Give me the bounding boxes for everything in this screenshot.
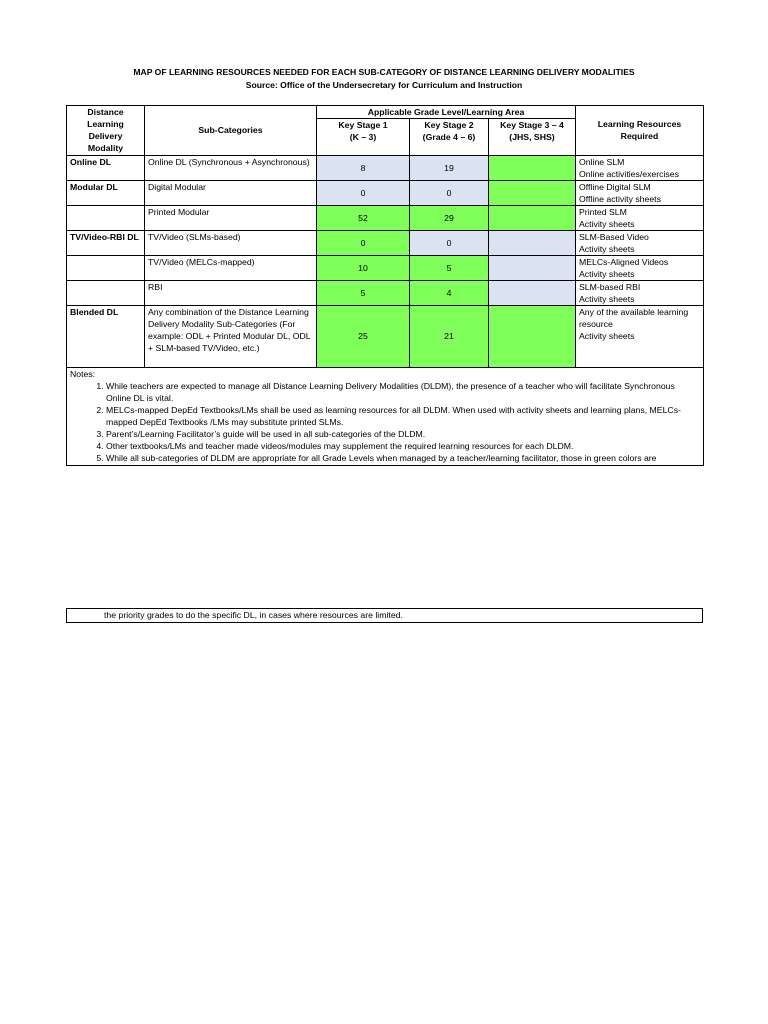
modality-cell: Online DL [67,155,145,180]
modality-cell [67,255,145,280]
modality-cell: Blended DL [67,305,145,367]
subcategory-cell: TV/Video (MELCs-mapped) [145,255,317,280]
resource-line: Any of the available learning resource [579,306,689,329]
header-modality: Distance Learning Delivery Modality [67,106,145,156]
table-row [67,305,704,367]
resource-line: Activity sheets [579,293,635,304]
table-row [67,205,704,230]
note-item: 4. Other textbooks/LMs and teacher made videos/modules may supplement the required learning resources for each DLDM. [106,440,700,452]
modality-cell [67,205,145,230]
resource-line: Offline Digital SLM [579,181,651,192]
table-row [67,280,704,305]
table-row [67,255,704,280]
resources-cell [576,255,704,280]
ks1-value: 52 [317,205,410,230]
header-ks34-line1: Key Stage 3 – 4 [489,119,576,132]
notes-cell [67,367,704,465]
notes-row [67,367,704,465]
ks34-cell [489,280,576,305]
resources-cell [576,305,704,367]
modality-cell: TV/Video-RBI DL [67,230,145,255]
continuation-text: the priority grades to do the specific DL, in cases where resources are limited. [104,610,403,620]
resource-line: Activity sheets [579,330,635,341]
resource-line: Online SLM [579,156,625,167]
subcategory-cell: Any combination of the Distance Learning Delivery Modality Sub-Categories (For example: ODL + Printed Modular DL, ODL + SLM-based TV/Video, etc.) [145,305,317,367]
continuation-box [66,608,703,623]
subcategory-cell: Online DL (Synchronous + Asynchronous) [145,155,317,180]
header-ks2-line2: (Grade 4 – 6) [410,131,489,155]
table-row [67,180,704,205]
modality-cell: Modular DL [67,180,145,205]
note-item: 2. MELCs-mapped DepEd Textbooks/LMs shall be used as learning resources for all DLDM. When used with activity sheets and learning plans, MELCs-mapped DepEd Textbooks /LMs may substitute printed SLMs. [106,404,700,428]
modality-cell [67,280,145,305]
note-item: 1. While teachers are expected to manage all Distance Learning Delivery Modalities (DLDM), the presence of a teacher who will facilitate Synchronous Online DL is vital. [106,380,700,404]
resource-line: Printed SLM [579,206,627,217]
subcategory-cell: RBI [145,280,317,305]
ks1-value: 8 [317,155,410,180]
notes-label: Notes: [70,368,96,379]
resource-line: SLM-based RBI [579,281,641,292]
ks1-value: 0 [317,180,410,205]
table-row [67,230,704,255]
resources-cell [576,155,704,180]
header-resources: Learning Resources Required [576,106,704,156]
resource-line: Activity sheets [579,268,635,279]
subcategory-cell: TV/Video (SLMs-based) [145,230,317,255]
resource-line: SLM-Based Video [579,231,649,242]
resources-cell [576,180,704,205]
ks34-cell [489,180,576,205]
ks34-cell [489,255,576,280]
resources-table [66,105,704,466]
ks2-value: 0 [410,180,489,205]
ks34-cell [489,305,576,367]
notes-list [70,380,700,464]
resource-line: Activity sheets [579,218,635,229]
subcategory-cell: Printed Modular [145,205,317,230]
ks1-value: 25 [317,305,410,367]
header-grade-area: Applicable Grade Level/Learning Area [317,106,576,119]
header-ks2-line1: Key Stage 2 [410,119,489,132]
ks2-value: 29 [410,205,489,230]
ks34-cell [489,230,576,255]
ks2-value: 0 [410,230,489,255]
ks1-value: 10 [317,255,410,280]
resource-line: Online activities/exercises [579,168,679,179]
ks2-value: 19 [410,155,489,180]
ks34-cell [489,155,576,180]
resources-cell [576,280,704,305]
header-ks1-line2: (K – 3) [317,131,410,155]
header-ks1-line1: Key Stage 1 [317,119,410,132]
ks1-value: 5 [317,280,410,305]
header-subcategories: Sub-Categories [145,106,317,156]
resource-line: MELCs-Aligned Videos [579,256,669,267]
ks1-value: 0 [317,230,410,255]
note-item: 5. While all sub-categories of DLDM are appropriate for all Grade Levels when managed by a teacher/learning facilitator, those in green colors are [106,452,700,464]
document-source: Source: Office of the Undersecretary for Curriculum and Instruction [245,80,523,90]
table-row [67,155,704,180]
note-item: 3. Parent’s/Learning Facilitator’s guide will be used in all sub-categories of the DLDM. [106,428,700,440]
ks2-value: 5 [410,255,489,280]
resource-line: Offline activity sheets [579,193,661,204]
header-ks34-line2: (JHS, SHS) [489,131,576,155]
ks34-cell [489,205,576,230]
resources-cell [576,230,704,255]
ks2-value: 21 [410,305,489,367]
document-title: MAP OF LEARNING RESOURCES NEEDED FOR EACH SUB-CATEGORY OF DISTANCE LEARNING DELIVERY MODALITIES [133,67,635,77]
resources-cell [576,205,704,230]
ks2-value: 4 [410,280,489,305]
subcategory-cell: Digital Modular [145,180,317,205]
resource-line: Activity sheets [579,243,635,254]
